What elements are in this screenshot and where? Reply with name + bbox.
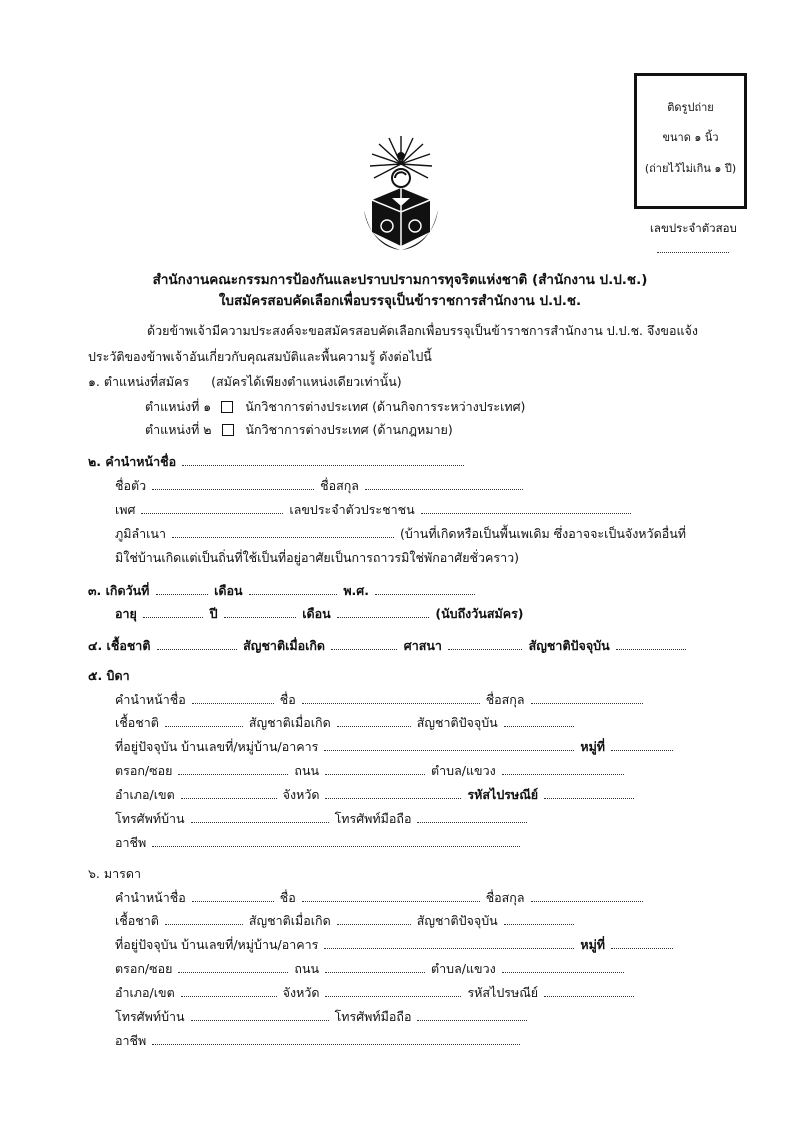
- mother-postcode-label: รหัสไปรษณีย์: [467, 985, 539, 1000]
- hometown-field[interactable]: [172, 525, 394, 538]
- mother-nationality-current-label: สัญชาติปัจจุบัน: [416, 913, 498, 928]
- organization-title: สำนักงานคณะกรรมการป้องกันและปราบปรามการทุจริตแห่งชาติ (สำนักงาน ป.ป.ช.): [152, 272, 648, 288]
- mother-nationality-birth-field[interactable]: [337, 912, 411, 925]
- mother-occupation-label: อาชีพ: [115, 1033, 147, 1048]
- first-name-label: ชื่อตัว: [115, 478, 147, 493]
- father-moo-field[interactable]: [611, 738, 673, 751]
- father-nationality-current-field[interactable]: [504, 714, 574, 727]
- mother-home-phone-field[interactable]: [191, 1008, 329, 1021]
- mother-name-row: [115, 888, 645, 908]
- sex-field[interactable]: [141, 501, 283, 514]
- intro-line-2: ประวัติของข้าพเจ้าอันเกี่ยวกับคุณสมบัติและพื้นความรู้ ดังต่อไปนี้: [88, 349, 432, 364]
- exam-number-label: เลขประจำตัวสอบ: [650, 221, 737, 235]
- race-field[interactable]: [157, 637, 237, 650]
- mother-home-phone-label: โทรศัพท์บ้าน: [115, 1009, 185, 1024]
- father-nationality-birth-label: สัญชาติเมื่อเกิด: [248, 715, 331, 730]
- nationality-current-label: สัญชาติปัจจุบัน: [528, 638, 610, 653]
- father-prefix-label: คำนำหน้าชื่อ: [115, 692, 186, 707]
- birth-year-label: พ.ศ.: [343, 583, 369, 598]
- father-road-field[interactable]: [325, 762, 425, 775]
- mother-prefix-field[interactable]: [192, 889, 274, 902]
- mother-nationality-birth-label: สัญชาติเมื่อเกิด: [248, 913, 331, 928]
- form-title: ใบสมัครสอบคัดเลือกเพื่อบรรจุเป็นข้าราชการสำนักงาน ป.ป.ช.: [218, 293, 582, 309]
- section4-row: [88, 636, 688, 656]
- mother-phone-row: [115, 1007, 529, 1027]
- father-district-label: อำเภอ/เขต: [115, 787, 175, 802]
- sex-label: เพศ: [115, 502, 136, 517]
- father-address-label: ที่อยู่ปัจจุบัน บ้านเลขที่/หมู่บ้าน/อาคาร: [115, 739, 319, 754]
- section5-title: ๕. บิดา: [88, 668, 130, 683]
- mother-address-row: [115, 935, 675, 955]
- father-province-label: จังหวัด: [282, 787, 320, 802]
- section2-prefix-row: [88, 452, 466, 472]
- id-number-field[interactable]: [421, 501, 631, 514]
- father-nationality-row: [115, 713, 576, 733]
- mother-moo-field[interactable]: [611, 936, 673, 949]
- mother-subdistrict-label: ตำบล/แขวง: [431, 961, 496, 976]
- mother-mobile-field[interactable]: [417, 1008, 527, 1021]
- prefix-label: ๒. คำนำหน้าชื่อ: [88, 454, 177, 469]
- mother-road-label: ถนน: [294, 961, 320, 976]
- father-name-row: [115, 690, 645, 710]
- nacc-emblem-icon: [362, 134, 440, 254]
- nationality-birth-label: สัญชาติเมื่อเกิด: [243, 638, 326, 653]
- section1-label: ๑. ตำแหน่งที่สมัคร: [88, 374, 190, 389]
- birth-year-field[interactable]: [375, 582, 475, 595]
- mother-occupation-field[interactable]: [152, 1032, 520, 1045]
- mother-address-label: ที่อยู่ปัจจุบัน บ้านเลขที่/หมู่บ้าน/อาคาร: [115, 937, 319, 952]
- father-mobile-field[interactable]: [417, 810, 527, 823]
- mother-name-label: ชื่อ: [279, 890, 296, 905]
- father-moo-label: หมู่ที่: [580, 739, 606, 754]
- photo-placeholder-box: [634, 73, 747, 209]
- mother-soi-field[interactable]: [178, 960, 288, 973]
- father-home-phone-field[interactable]: [191, 810, 329, 823]
- father-subdistrict-field[interactable]: [502, 762, 624, 775]
- age-extra-field[interactable]: [337, 605, 429, 618]
- position-option-1: [145, 397, 525, 417]
- age-years-label: ปี: [209, 606, 218, 621]
- position-option-2: [145, 420, 453, 440]
- position-1-checkbox[interactable]: [221, 401, 233, 413]
- father-occupation-row: [115, 833, 522, 853]
- father-phone-row: [115, 809, 529, 829]
- section2-hometown-row: [115, 524, 686, 544]
- father-district-row: [115, 785, 636, 805]
- mother-province-field[interactable]: [325, 984, 461, 997]
- birth-month-field[interactable]: [249, 582, 337, 595]
- position-2-checkbox[interactable]: [222, 424, 234, 436]
- age-label: อายุ: [115, 606, 137, 621]
- father-road-label: ถนน: [294, 763, 320, 778]
- position-2-label: ตำแหน่งที่ ๒: [145, 422, 212, 437]
- section2-sex-row: [115, 500, 633, 520]
- father-mobile-label: โทรศัพท์มือถือ: [334, 811, 412, 826]
- section1-row: [88, 372, 402, 392]
- intro-line-1: ด้วยข้าพเจ้ามีความประสงค์จะขอสมัครสอบคัดเลือกเพื่อบรรจุเป็นข้าราชการสำนักงาน ป.ป.ช. จึงขอแจ้ง: [147, 323, 698, 338]
- mother-race-label: เชื้อชาติ: [115, 913, 159, 928]
- father-province-field[interactable]: [325, 786, 461, 799]
- section3-birth-row: [88, 581, 477, 601]
- father-name-label: ชื่อ: [279, 692, 296, 707]
- father-occupation-label: อาชีพ: [115, 835, 147, 850]
- section6-title: ๖. มารดา: [88, 866, 141, 881]
- father-street-row: [115, 761, 626, 781]
- father-name-field[interactable]: [302, 691, 480, 704]
- birth-day-field[interactable]: [156, 582, 208, 595]
- photo-box-line3: (ถ่ายไว้ไม่เกิน ๑ ปี): [644, 162, 737, 175]
- father-nationality-current-label: สัญชาติปัจจุบัน: [416, 715, 498, 730]
- nationality-birth-field[interactable]: [331, 637, 397, 650]
- last-name-label: ชื่อสกุล: [320, 478, 359, 493]
- father-soi-field[interactable]: [178, 762, 288, 775]
- hometown-note-1: (บ้านที่เกิดหรือเป็นพื้นเพเดิม ซึ่งอาจจะเป็นจังหวัดอื่นที่: [399, 526, 686, 541]
- mother-road-field[interactable]: [325, 960, 425, 973]
- birth-month-label: เดือน: [214, 583, 243, 598]
- father-race-label: เชื้อชาติ: [115, 715, 159, 730]
- exam-number-field[interactable]: [657, 246, 729, 253]
- father-surname-label: ชื่อสกุล: [485, 692, 525, 707]
- age-months-field[interactable]: [224, 605, 296, 618]
- mother-nationality-row: [115, 911, 576, 931]
- father-occupation-field[interactable]: [152, 834, 520, 847]
- first-name-field[interactable]: [152, 477, 314, 490]
- position-1-label: ตำแหน่งที่ ๑: [145, 399, 212, 414]
- age-field[interactable]: [143, 605, 203, 618]
- age-note: (นับถึงวันสมัคร): [435, 606, 524, 621]
- father-prefix-field[interactable]: [192, 691, 274, 704]
- nationality-current-field[interactable]: [616, 637, 686, 650]
- last-name-field[interactable]: [365, 477, 523, 490]
- mother-district-row: [115, 983, 636, 1003]
- mother-district-field[interactable]: [181, 984, 277, 997]
- photo-box-line2: ขนาด ๑ นิ้ว: [662, 131, 719, 144]
- hometown-note-2: มิใช่บ้านเกิดแต่เป็นถิ่นที่ใช้เป็นที่อยู่อาศัยเป็นการถาวรมิใช่พักอาศัยชั่วคราว): [115, 550, 520, 565]
- section2-name-row: [115, 476, 525, 496]
- father-address-field[interactable]: [324, 738, 574, 751]
- hometown-label: ภูมิลำเนา: [115, 526, 166, 541]
- mother-soi-label: ตรอก/ซอย: [115, 961, 173, 976]
- mother-race-field[interactable]: [165, 912, 243, 925]
- race-label: ๔. เชื้อชาติ: [88, 638, 151, 653]
- father-home-phone-label: โทรศัพท์บ้าน: [115, 811, 185, 826]
- mother-postcode-field[interactable]: [544, 984, 634, 997]
- position-2-text: นักวิชาการต่างประเทศ (ด้านกฎหมาย): [245, 422, 453, 437]
- religion-label: ศาสนา: [403, 638, 442, 653]
- mother-mobile-label: โทรศัพท์มือถือ: [334, 1009, 412, 1024]
- father-district-field[interactable]: [181, 786, 277, 799]
- mother-surname-label: ชื่อสกุล: [485, 890, 525, 905]
- section3-age-row: [115, 604, 524, 624]
- father-race-field[interactable]: [165, 714, 243, 727]
- age-months-label: เดือน: [302, 606, 331, 621]
- position-1-text: นักวิชาการต่างประเทศ (ด้านกิจการระหว่างประเทศ): [245, 399, 526, 414]
- mother-address-field[interactable]: [324, 936, 574, 949]
- section1-note: (สมัครได้เพียงตำแหน่งเดียวเท่านั้น): [211, 374, 402, 389]
- mother-nationality-current-field[interactable]: [504, 912, 574, 925]
- photo-box-line1: ติดรูปถ่าย: [667, 101, 714, 114]
- id-number-label: เลขประจำตัวประชาชน: [289, 502, 415, 517]
- mother-subdistrict-field[interactable]: [502, 960, 624, 973]
- mother-occupation-row: [115, 1031, 522, 1051]
- religion-field[interactable]: [448, 637, 522, 650]
- mother-surname-field[interactable]: [531, 889, 643, 902]
- father-nationality-birth-field[interactable]: [337, 714, 411, 727]
- mother-prefix-label: คำนำหน้าชื่อ: [115, 890, 186, 905]
- father-address-row: [115, 737, 675, 757]
- mother-province-label: จังหวัด: [282, 985, 320, 1000]
- father-postcode-field[interactable]: [544, 786, 634, 799]
- mother-street-row: [115, 959, 626, 979]
- father-surname-field[interactable]: [531, 691, 643, 704]
- mother-moo-label: หมู่ที่: [580, 937, 606, 952]
- father-postcode-label: รหัสไปรษณีย์: [467, 787, 539, 802]
- birth-day-label: ๓. เกิดวันที่: [88, 583, 150, 598]
- father-soi-label: ตรอก/ซอย: [115, 763, 173, 778]
- mother-district-label: อำเภอ/เขต: [115, 985, 175, 1000]
- mother-name-field[interactable]: [302, 889, 480, 902]
- prefix-field[interactable]: [182, 453, 464, 466]
- father-subdistrict-label: ตำบล/แขวง: [431, 763, 496, 778]
